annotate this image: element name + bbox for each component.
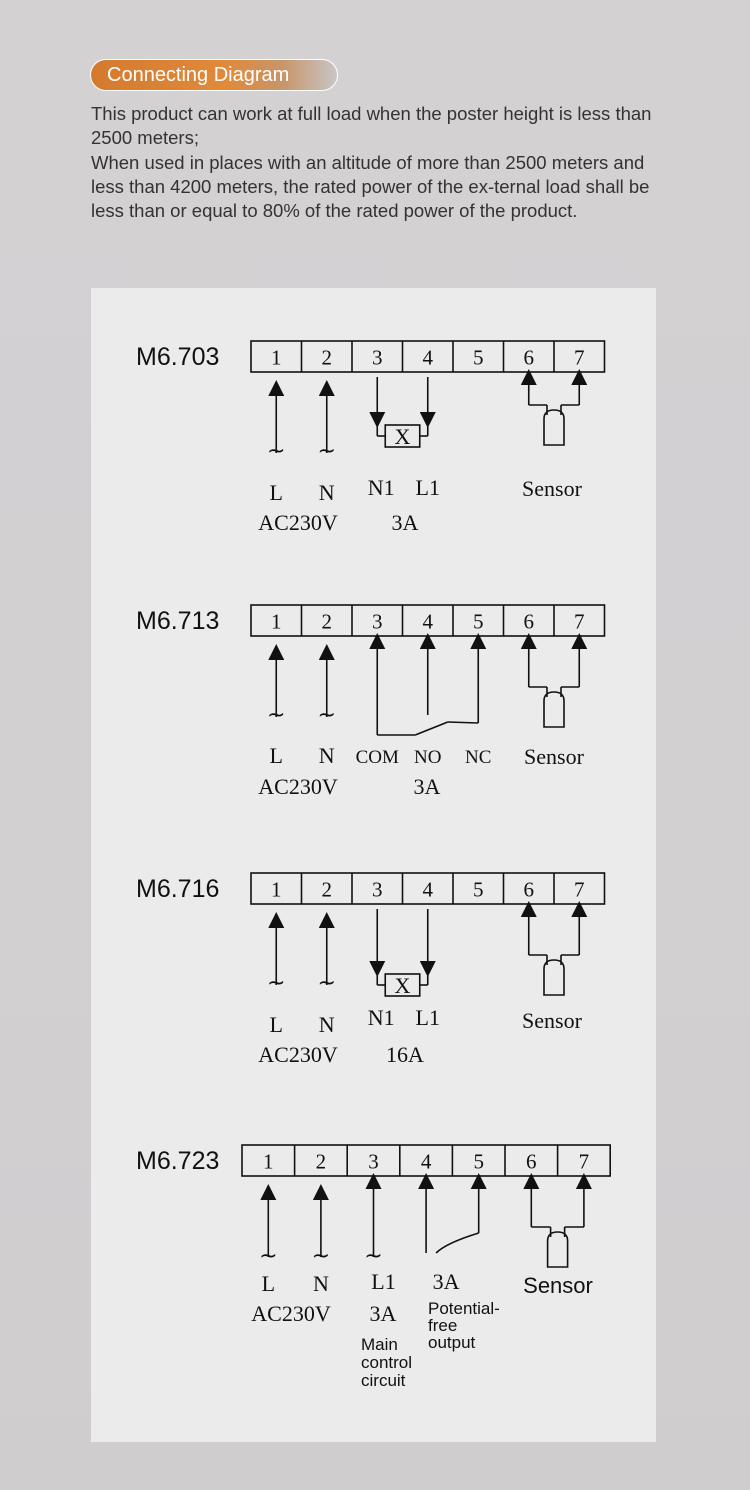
label-n: N: [318, 1012, 335, 1037]
terminal-number: 3: [372, 609, 383, 634]
terminal-number: 3: [372, 345, 383, 370]
terminal-number: 5: [473, 1149, 484, 1174]
label-no: NO: [414, 747, 442, 768]
terminal-number: 2: [321, 345, 332, 370]
ac-tilde: ~: [267, 703, 286, 728]
model-label: M6.723: [136, 1147, 220, 1175]
terminal-block: [251, 605, 605, 636]
terminal-number: 1: [271, 345, 282, 370]
label-supply: AC230V: [258, 774, 338, 799]
label-l1: L1: [371, 1269, 396, 1294]
terminal-block: [242, 1145, 610, 1176]
model-label: M6.713: [136, 607, 220, 635]
terminal-number: 2: [321, 877, 332, 902]
label-sensor: Sensor: [523, 1273, 593, 1298]
terminal-number: 7: [574, 877, 585, 902]
ac-tilde: ~: [317, 703, 336, 728]
sensor-icon: [544, 692, 564, 727]
terminal-number: 2: [321, 609, 332, 634]
ac-tilde: ~: [259, 1244, 278, 1269]
terminal-number: 4: [422, 877, 433, 902]
terminal-number: 5: [473, 877, 484, 902]
note-main-control: circuit: [361, 1371, 406, 1390]
label-n: N: [318, 480, 335, 505]
label-n1: N1: [367, 1005, 395, 1030]
terminal-number: 4: [420, 1149, 432, 1174]
terminal-number: 3: [368, 1149, 379, 1174]
terminal-number: 5: [473, 345, 484, 370]
label-l1: L1: [415, 475, 440, 500]
label-l1: L1: [415, 1005, 440, 1030]
terminal-number: 6: [523, 345, 534, 370]
ac-tilde: ~: [317, 439, 336, 464]
relay-symbol: X: [394, 424, 411, 449]
terminal-block: [251, 341, 605, 372]
terminal-number: 6: [523, 609, 534, 634]
terminal-number: 6: [523, 877, 534, 902]
terminal-number: 1: [271, 877, 282, 902]
label-n: N: [312, 1271, 329, 1296]
label-supply: AC230V: [258, 510, 338, 535]
label-current: 3A: [413, 774, 441, 799]
label-sensor: Sensor: [524, 744, 584, 769]
note-main-control: control: [361, 1353, 413, 1372]
terminal-number: 7: [578, 1149, 590, 1174]
label-n1: N1: [367, 475, 395, 500]
ac-tilde: ~: [317, 971, 336, 996]
label-l: L: [261, 1271, 276, 1296]
ac-tilde: ~: [364, 1244, 383, 1269]
terminal-block: [251, 873, 605, 904]
intro-line-2: When used in places with an altitude of more than 2500 meters and less than 4200 meters, the rated power of the ex-ternal load shall be less than or equal to 80% of the rated power of the product.: [91, 151, 650, 222]
contact-nc: [448, 722, 479, 723]
label-com: COM: [355, 747, 399, 768]
potential-free-contact: [436, 1233, 479, 1253]
terminal-number: 4: [422, 609, 433, 634]
ac-tilde: ~: [267, 439, 286, 464]
terminal-number: 7: [574, 345, 585, 370]
note-potential-free: free: [428, 1316, 458, 1335]
label-supply: AC230V: [258, 1042, 338, 1067]
sensor-icon: [548, 1232, 568, 1267]
intro-line-1: This product can work at full load when the poster height is less than 2500 meters;: [91, 103, 652, 149]
terminal-number: 7: [574, 609, 585, 634]
label-current: 3A: [391, 510, 419, 535]
label-nc: NC: [465, 747, 492, 768]
sensor-icon: [544, 960, 564, 995]
sensor-icon: [544, 410, 564, 445]
section-title: Connecting Diagram: [107, 64, 290, 86]
label-potential-current: 3A: [432, 1269, 460, 1294]
label-current: 16A: [386, 1042, 424, 1067]
terminal-number: 6: [526, 1149, 537, 1174]
ac-tilde: ~: [267, 971, 286, 996]
label-supply: AC230V: [251, 1301, 331, 1326]
label-l: L: [269, 480, 283, 505]
terminal-number: 3: [372, 877, 383, 902]
model-label: M6.716: [136, 875, 220, 903]
note-potential-free: Potential-: [428, 1299, 500, 1318]
ac-tilde: ~: [311, 1244, 331, 1269]
label-n: N: [318, 743, 335, 768]
terminal-number: 2: [315, 1149, 327, 1174]
switch-blade: [415, 722, 448, 735]
terminal-number: 5: [473, 609, 484, 634]
note-potential-free: output: [428, 1333, 476, 1352]
label-current: 3A: [369, 1301, 397, 1326]
label-sensor: Sensor: [522, 476, 582, 501]
note-main-control: Main: [361, 1335, 398, 1354]
label-sensor: Sensor: [522, 1008, 582, 1033]
model-label: M6.703: [136, 343, 220, 371]
relay-symbol: X: [394, 973, 411, 998]
label-l: L: [269, 743, 283, 768]
label-l: L: [269, 1012, 283, 1037]
terminal-number: 1: [263, 1149, 274, 1174]
terminal-number: 4: [422, 345, 433, 370]
terminal-number: 1: [271, 609, 282, 634]
